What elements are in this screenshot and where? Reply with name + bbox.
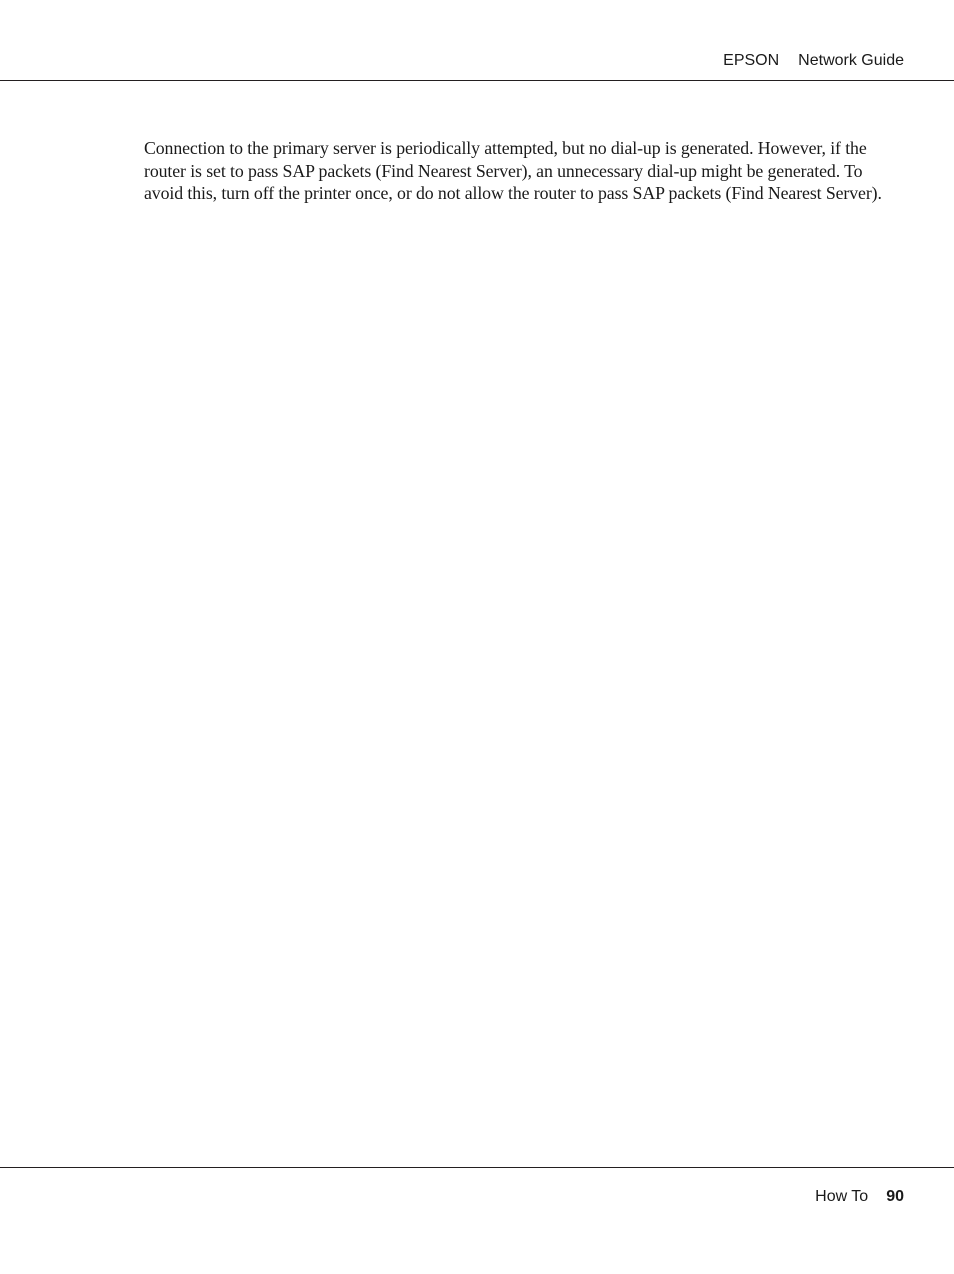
- footer-section: How To: [815, 1188, 869, 1205]
- footer-divider: [0, 1167, 954, 1168]
- body-paragraph: Connection to the primary server is periodically attempted, but no dial-up is generated. However, if the router is set to pass SAP packets (Find Nearest Server), an unnecessary dial-up might be generated. To avoid this, turn off the printer once, or do not allow the router to pass SAP packets (Find Nearest Server).: [144, 138, 882, 203]
- page-number: 90: [886, 1188, 904, 1205]
- page-footer: [815, 1187, 904, 1207]
- page-header: [0, 0, 954, 81]
- header-guide-title: Network Guide: [798, 52, 904, 69]
- header-text: [723, 51, 904, 71]
- header-brand: EPSON: [723, 52, 780, 69]
